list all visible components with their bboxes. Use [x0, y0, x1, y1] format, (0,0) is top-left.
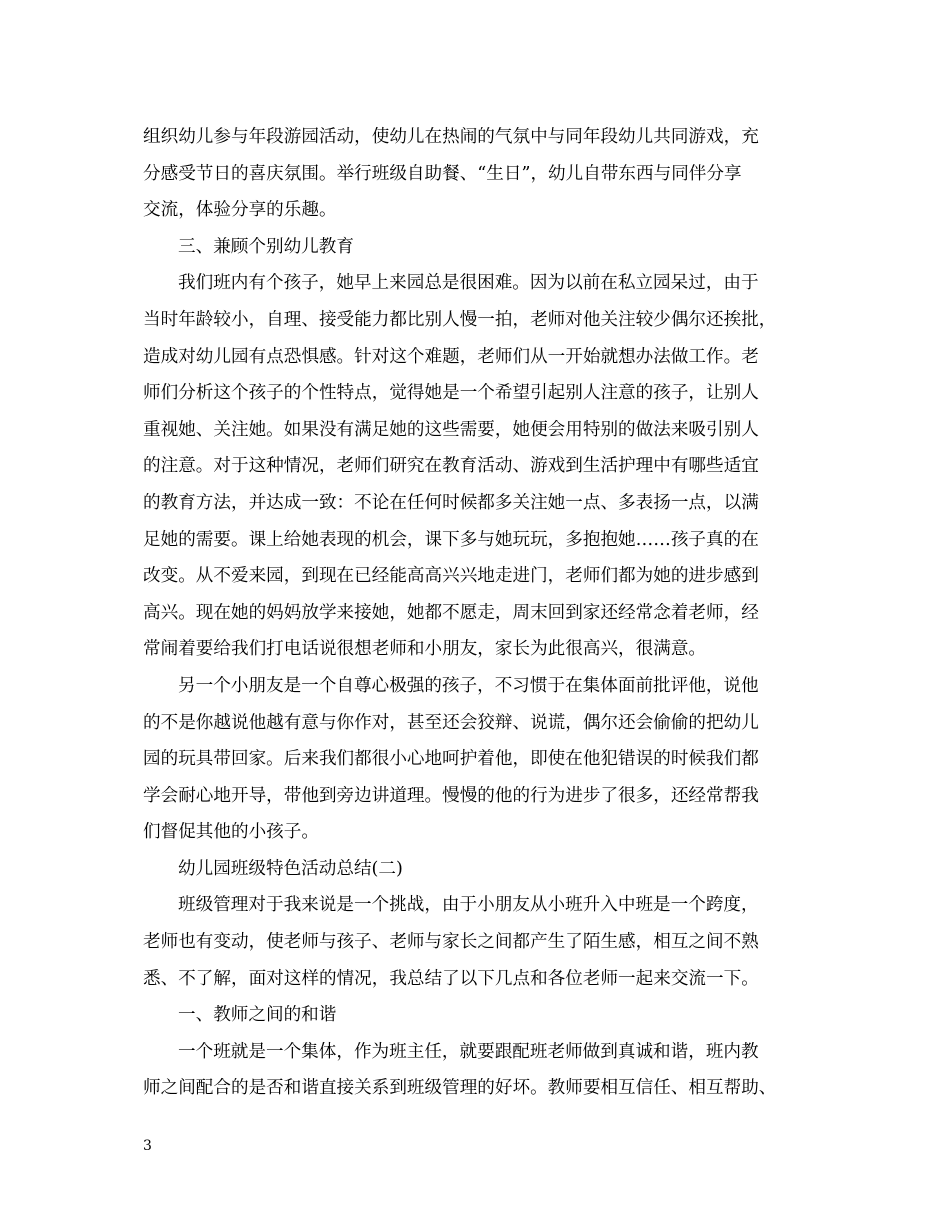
text-line: 足她的需要。课上给她表现的机会，课下多与她玩玩，多抱抱她……孩子真的在 [143, 529, 759, 550]
text-line: 学会耐心地开导，带他到旁边讲道理。慢慢的他的行为进步了很多，还经常帮我 [143, 785, 759, 806]
page-number: 3 [143, 1138, 152, 1154]
text-line: 师之间配合的是否和谐直接关系到班级管理的好坏。教师要相互信任、相互帮助、 [143, 1078, 777, 1099]
text-line: 分感受节日的喜庆氛围。举行班级自助餐、“生日”，幼儿自带东西与同伴分享 [143, 163, 742, 184]
text-line: 一个班就是一个集体，作为班主任，就要跟配班老师做到真诚和谐，班内教 [178, 1041, 759, 1062]
text-line: 三、兼顾个别幼儿教育 [178, 236, 354, 257]
text-line: 改变。从不爱来园，到现在已经能高高兴兴地走进门，老师们都为她的进步感到 [143, 566, 759, 587]
text-line: 班级管理对于我来说是一个挑战，由于小朋友从小班升入中班是一个跨度， [178, 895, 759, 916]
text-line: 常闹着要给我们打电话说很想老师和小朋友，家长为此很高兴，很满意。 [143, 639, 707, 660]
text-line: 师们分析这个孩子的个性特点，觉得她是一个希望引起别人注意的孩子，让别人 [143, 383, 759, 404]
text-line: 另一个小朋友是一个自尊心极强的孩子，不习惯于在集体面前批评他，说他 [178, 675, 759, 696]
text-line: 重视她、关注她。如果没有满足她的这些需要，她便会用特别的做法来吸引别人 [143, 419, 759, 440]
text-line: 幼儿园班级特色活动总结(二) [178, 858, 403, 879]
text-line: 的不是你越说他越有意与你作对，甚至还会狡辩、说谎，偶尔还会偷偷的把幼儿 [143, 712, 759, 733]
text-line: 园的玩具带回家。后来我们都很小心地呵护着他，即使在他犯错误的时候我们都 [143, 749, 759, 770]
text-line: 的注意。对于这种情况，老师们研究在教育活动、游戏到生活护理中有哪些适宜 [143, 456, 759, 477]
document-body [143, 119, 811, 1107]
text-line: 造成对幼儿园有点恐惧感。针对这个难题，老师们从一开始就想办法做工作。老 [143, 346, 759, 367]
text-line: 交流，体验分享的乐趣。 [143, 200, 337, 221]
text-line: 一、教师之间的和谐 [178, 1005, 337, 1026]
text-line: 组织幼儿参与年段游园活动，使幼儿在热闹的气氛中与同年段幼儿共同游戏，充 [143, 127, 759, 147]
text-line: 们督促其他的小孩子。 [143, 822, 319, 843]
text-line: 老师也有变动，使老师与孩子、老师与家长之间都产生了陌生感，相互之间不熟 [143, 932, 759, 953]
text-line: 悉、不了解，面对这样的情况，我总结了以下几点和各位老师一起来交流一下。 [143, 968, 759, 989]
text-line: 高兴。现在她的妈妈放学来接她，她都不愿走，周末回到家还经常念着老师，经 [143, 602, 759, 623]
text-line: 的教育方法，并达成一致：不论在任何时候都多关注她一点、多表扬一点，以满 [143, 492, 759, 513]
text-line: 当时年龄较小，自理、接受能力都比别人慢一拍，老师对他关注较少偶尔还挨批， [143, 309, 777, 330]
text-line: 我们班内有个孩子，她早上来园总是很困难。因为以前在私立园呆过，由于 [178, 273, 759, 294]
